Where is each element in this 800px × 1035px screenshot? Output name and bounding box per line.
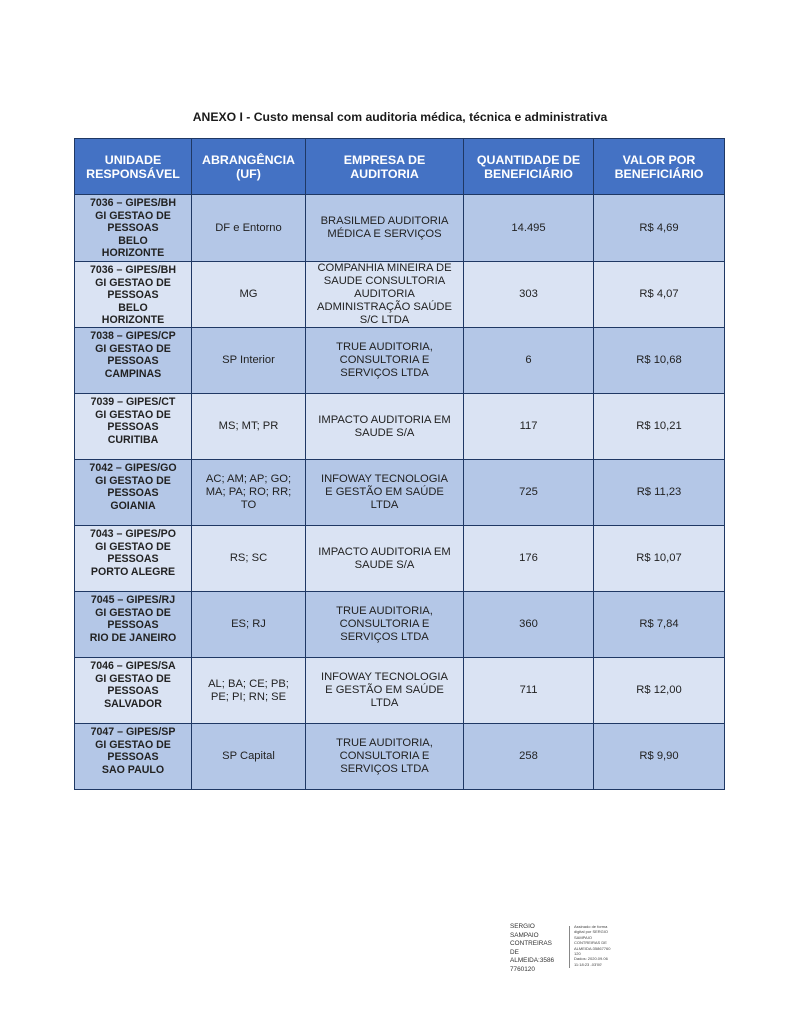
cell-valor: R$ 12,00	[594, 658, 725, 724]
cell-quantidade: 303	[464, 262, 594, 328]
cell-abrangencia: AC; AM; AP; GO; MA; PA; RO; RR; TO	[192, 460, 306, 526]
table-row	[75, 460, 725, 526]
table-row	[75, 658, 725, 724]
cell-empresa: COMPANHIA MINEIRA DE SAUDE CONSULTORIA AUDITORIA ADMINISTRAÇÃO SAÚDE S/C LTDA	[306, 262, 464, 328]
cell-valor: R$ 9,90	[594, 724, 725, 790]
cell-valor: R$ 10,68	[594, 328, 725, 394]
cell-unidade: 7038 – GIPES/CP GI GESTAO DE PESSOAS CAMPINAS	[75, 328, 192, 394]
header-quantidade: QUANTIDADE DE BENEFICIÁRIO	[464, 139, 594, 195]
audit-cost-table	[74, 138, 725, 790]
cell-quantidade: 711	[464, 658, 594, 724]
cell-valor: R$ 7,84	[594, 592, 725, 658]
table-row	[75, 724, 725, 790]
cell-abrangencia: AL; BA; CE; PB; PE; PI; RN; SE	[192, 658, 306, 724]
cell-empresa: TRUE AUDITORIA, CONSULTORIA E SERVIÇOS LTDA	[306, 592, 464, 658]
cell-quantidade: 14.495	[464, 195, 594, 262]
table-header-row	[75, 139, 725, 195]
cell-empresa: INFOWAY TECNOLOGIA E GESTÃO EM SAÚDE LTDA	[306, 460, 464, 526]
cell-abrangencia: MS; MT; PR	[192, 394, 306, 460]
cell-abrangencia: DF e Entorno	[192, 195, 306, 262]
cell-quantidade: 360	[464, 592, 594, 658]
cell-valor: R$ 10,07	[594, 526, 725, 592]
cell-valor: R$ 10,21	[594, 394, 725, 460]
cell-abrangencia: SP Capital	[192, 724, 306, 790]
signature-details: Assinado de forma digital por SERGIO SAMPAIO CONTREIRAS DE ALMEIDA:35867760 120 Dados: 2020.09.06 11:18:23 -03'00'	[574, 924, 611, 967]
cell-quantidade: 725	[464, 460, 594, 526]
cell-unidade: 7042 – GIPES/GO GI GESTAO DE PESSOAS GOIANIA	[75, 460, 192, 526]
cell-empresa: INFOWAY TECNOLOGIA E GESTÃO EM SAÚDE LTDA	[306, 658, 464, 724]
cell-unidade: 7036 – GIPES/BH GI GESTAO DE PESSOAS BELO HORIZONTE	[75, 262, 192, 328]
cell-empresa: IMPACTO AUDITORIA EM SAUDE S/A	[306, 394, 464, 460]
cell-unidade: 7039 – GIPES/CT GI GESTAO DE PESSOAS CURITIBA	[75, 394, 192, 460]
cell-quantidade: 176	[464, 526, 594, 592]
cell-quantidade: 6	[464, 328, 594, 394]
cell-valor: R$ 4,69	[594, 195, 725, 262]
cell-abrangencia: SP Interior	[192, 328, 306, 394]
table-row	[75, 394, 725, 460]
cell-abrangencia: RS; SC	[192, 526, 306, 592]
digital-signature	[510, 923, 626, 973]
cell-abrangencia: MG	[192, 262, 306, 328]
table-row	[75, 526, 725, 592]
cell-empresa: TRUE AUDITORIA, CONSULTORIA E SERVIÇOS LTDA	[306, 328, 464, 394]
table-row	[75, 195, 725, 262]
header-valor: VALOR POR BENEFICIÁRIO	[594, 139, 725, 195]
cell-abrangencia: ES; RJ	[192, 592, 306, 658]
cell-unidade: 7036 – GIPES/BH GI GESTAO DE PESSOAS BELO HORIZONTE	[75, 195, 192, 262]
table-row	[75, 262, 725, 328]
page-title: ANEXO I - Custo mensal com auditoria médica, técnica e administrativa	[192, 110, 608, 124]
cell-unidade: 7046 – GIPES/SA GI GESTAO DE PESSOAS SALVADOR	[75, 658, 192, 724]
header-empresa: EMPRESA DE AUDITORIA	[306, 139, 464, 195]
header-abrangencia: ABRANGÊNCIA (UF)	[192, 139, 306, 195]
cell-empresa: IMPACTO AUDITORIA EM SAUDE S/A	[306, 526, 464, 592]
cell-empresa: TRUE AUDITORIA, CONSULTORIA E SERVIÇOS LTDA	[306, 724, 464, 790]
cell-valor: R$ 11,23	[594, 460, 725, 526]
cell-unidade: 7043 – GIPES/PO GI GESTAO DE PESSOAS PORTO ALEGRE	[75, 526, 192, 592]
cell-empresa: BRASILMED AUDITORIA MÉDICA E SERVIÇOS	[306, 195, 464, 262]
cell-valor: R$ 4,07	[594, 262, 725, 328]
signature-name: SERGIO SAMPAIO CONTREIRAS DE ALMEIDA:3586 7760120	[510, 923, 555, 973]
table-row	[75, 592, 725, 658]
cell-unidade: 7045 – GIPES/RJ GI GESTAO DE PESSOAS RIO DE JANEIRO	[75, 592, 192, 658]
cell-quantidade: 117	[464, 394, 594, 460]
header-unidade: UNIDADE RESPONSÁVEL	[75, 139, 192, 195]
table-row	[75, 328, 725, 394]
cell-quantidade: 258	[464, 724, 594, 790]
cell-unidade: 7047 – GIPES/SP GI GESTAO DE PESSOAS SAO PAULO	[75, 724, 192, 790]
signature-divider	[569, 926, 570, 968]
